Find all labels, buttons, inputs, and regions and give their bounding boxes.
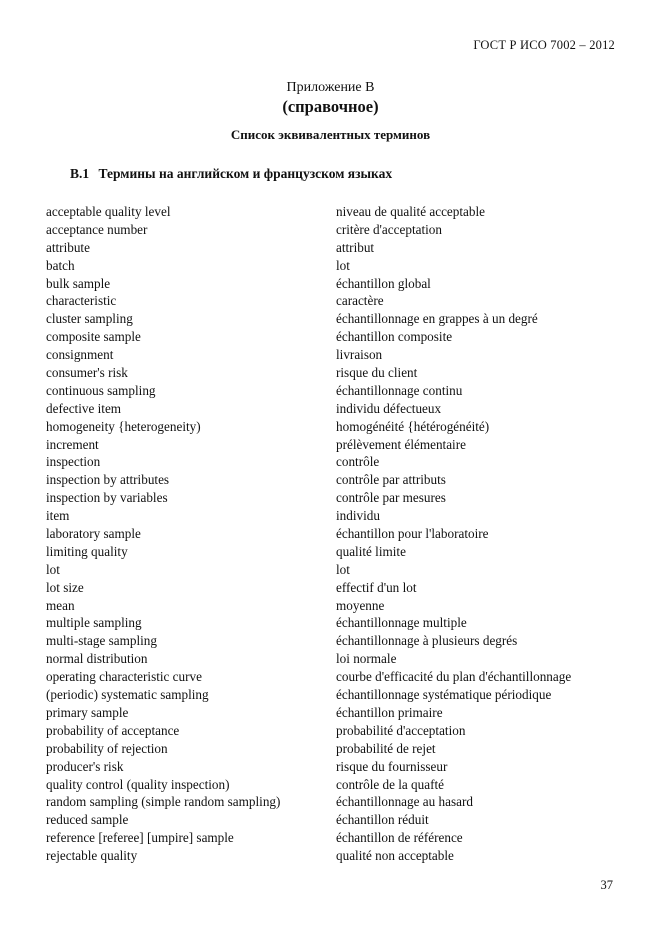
term-french: moyenne [336, 597, 385, 613]
term-english: probability of acceptance [46, 722, 180, 738]
term-row [46, 597, 626, 615]
term-row [46, 418, 626, 436]
term-french: homogénéité {hétérogénéité) [336, 418, 490, 434]
term-french: échantillon réduit [336, 812, 429, 828]
term-english: multi-stage sampling [46, 633, 157, 649]
term-row [46, 203, 626, 221]
term-english: rejectable quality [46, 848, 138, 864]
term-french: effectif d'un lot [336, 579, 417, 595]
section-number: В.1 [70, 166, 90, 181]
term-french: attribut [336, 239, 375, 255]
term-row [46, 561, 626, 579]
term-row [46, 614, 626, 632]
term-french: qualité non acceptable [336, 848, 454, 864]
term-english: acceptable quality level [46, 204, 171, 219]
term-french: courbe d'efficacité du plan d'échantillonnage [336, 669, 572, 685]
term-english: probability of rejection [46, 740, 168, 756]
term-french: qualité limite [336, 543, 406, 559]
term-row [46, 507, 626, 525]
term-row [46, 758, 626, 776]
section-heading [70, 165, 392, 183]
term-english: quality control (quality inspection) [46, 776, 230, 792]
term-row [46, 579, 626, 597]
term-french: livraison [336, 347, 383, 363]
term-french: contrôle par attributs [336, 472, 446, 488]
term-row [46, 400, 626, 418]
term-french: risque du fournisseur [336, 758, 448, 774]
term-english: consignment [46, 347, 114, 363]
term-english: reduced sample [46, 812, 129, 828]
term-english: characteristic [46, 293, 117, 309]
term-french: échantillonnage à plusieurs degrés [336, 633, 518, 649]
term-english: lot size [46, 579, 84, 595]
term-english: primary sample [46, 704, 129, 720]
term-english: composite sample [46, 329, 141, 345]
term-english: cluster sampling [46, 311, 133, 327]
term-french: échantillon global [336, 275, 431, 291]
term-row [46, 722, 626, 740]
term-french: risque du client [336, 365, 418, 381]
term-row [46, 829, 626, 847]
term-french: probabilité d'acceptation [336, 722, 466, 738]
document-code: ГОСТ Р ИСО 7002 – 2012 [473, 38, 615, 52]
term-english: random sampling (simple random sampling) [46, 794, 281, 810]
term-row [46, 740, 626, 758]
term-english: bulk sample [46, 275, 111, 291]
term-french: individu [336, 508, 380, 524]
term-row [46, 471, 626, 489]
section-title: Термины на английском и французском языках [98, 166, 393, 181]
term-french: échantillon primaire [336, 704, 443, 720]
term-french: probabilité de rejet [336, 740, 436, 756]
term-french: échantillonnage continu [336, 382, 463, 398]
term-french: loi normale [336, 651, 397, 667]
term-english: laboratory sample [46, 526, 141, 542]
term-row [46, 382, 626, 400]
term-row [46, 453, 626, 471]
page-number: 37 [600, 878, 613, 892]
term-row [46, 543, 626, 561]
term-french: caractère [336, 293, 384, 309]
annex-subtitle: (справочное) [282, 97, 379, 116]
term-english: increment [46, 436, 99, 452]
term-english: consumer's risk [46, 365, 128, 381]
term-french: contrôle par mesures [336, 490, 446, 506]
term-row [46, 632, 626, 650]
term-row [46, 221, 626, 239]
term-english: lot [46, 561, 60, 577]
term-english: inspection by variables [46, 490, 168, 506]
term-french: critère d'acceptation [336, 221, 442, 237]
term-french: lot [336, 561, 350, 577]
term-row [46, 811, 626, 829]
term-english: continuous sampling [46, 382, 156, 398]
term-row [46, 436, 626, 454]
term-french: contrôle de la quаfté [336, 776, 445, 792]
term-english: mean [46, 597, 75, 613]
term-row [46, 489, 626, 507]
term-french: contrôle [336, 454, 380, 470]
terms-table [46, 203, 626, 865]
term-english: attribute [46, 239, 90, 255]
term-french: échantillonnage multiple [336, 615, 467, 631]
term-row [46, 793, 626, 811]
term-row [46, 275, 626, 293]
term-row [46, 239, 626, 257]
term-english: item [46, 508, 70, 524]
term-english: reference [referee] [umpire] sample [46, 830, 234, 846]
term-english: operating characteristic curve [46, 669, 202, 685]
term-row [46, 847, 626, 865]
term-row [46, 686, 626, 704]
term-french: niveau de qualité acceptable [336, 204, 486, 219]
term-french: échantillonnage systématique périodique [336, 687, 552, 703]
term-row [46, 310, 626, 328]
term-french: échantillon de référence [336, 830, 463, 846]
term-french: échantillon pour l'laboratoire [336, 526, 489, 542]
term-row [46, 257, 626, 275]
list-title: Список эквивалентных терминов [230, 127, 431, 142]
term-english: inspection by attributes [46, 472, 170, 488]
term-french: échantillon composite [336, 329, 453, 345]
term-english: producer's risk [46, 758, 124, 774]
term-row [46, 346, 626, 364]
term-french: échantillonnage au hasard [336, 794, 473, 810]
annex-title: Приложение В [286, 80, 375, 95]
term-row [46, 650, 626, 668]
term-english: defective item [46, 400, 122, 416]
term-french: lot [336, 257, 350, 273]
term-row [46, 704, 626, 722]
term-row [46, 776, 626, 794]
term-english: batch [46, 257, 75, 273]
term-english: (periodic) systematic sampling [46, 687, 209, 703]
term-french: échantillonnage en grappes à un degré [336, 311, 538, 327]
term-english: multiple sampling [46, 615, 142, 631]
term-french: prélèvement élémentaire [336, 436, 466, 452]
term-french: individu défectueux [336, 400, 442, 416]
term-row [46, 668, 626, 686]
term-english: limiting quality [46, 543, 128, 559]
term-english: inspection [46, 454, 101, 470]
term-english: homogeneity {heterogeneity) [46, 418, 201, 434]
term-row [46, 525, 626, 543]
term-row [46, 292, 626, 310]
term-english: acceptance number [46, 221, 148, 237]
term-english: normal distribution [46, 651, 148, 667]
term-row [46, 364, 626, 382]
term-row [46, 328, 626, 346]
